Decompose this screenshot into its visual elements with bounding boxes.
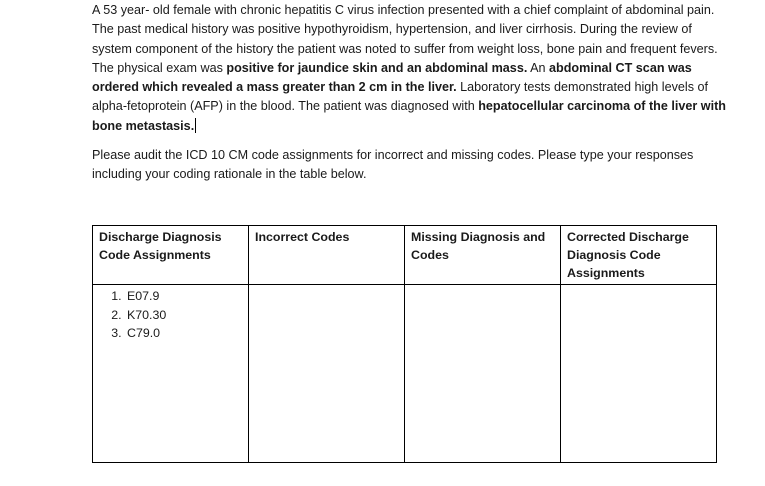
table-header-row [93, 226, 717, 285]
code-item: 3. C79.0 [125, 324, 242, 343]
case-text-bold-diagnosis: hepatocellular carcinoma of the liver with bone metastasis. [92, 99, 726, 133]
case-text-bold-exam: positive for jaundice skin and an abdominal mass. [226, 60, 528, 75]
case-text-segment: An [527, 60, 550, 75]
cell-corrected-codes[interactable] [561, 285, 717, 463]
audit-table [92, 225, 717, 463]
code-item: 2. K70.30 [125, 306, 242, 325]
case-paragraph [92, 1, 732, 136]
instructions [92, 146, 732, 185]
cell-incorrect-codes[interactable] [249, 285, 405, 463]
text-cursor [195, 118, 196, 133]
header-missing-codes: Missing Diagnosis and Codes [405, 226, 561, 285]
header-corrected-codes: Corrected Discharge Diagnosis Code Assignments [561, 226, 717, 285]
cell-discharge-codes[interactable] [93, 285, 249, 463]
code-item: 1. E07.9 [125, 287, 242, 306]
code-list [99, 287, 242, 343]
instructions-text: Please audit the ICD 10 CM code assignments for incorrect and missing codes. Please type your responses including your coding rationale in the table below. [92, 148, 694, 182]
case-text-segment: Laboratory tests demonstrated high levels of alpha-fetoprotein (AFP) in the blood. The patient was diagnosed with [92, 80, 708, 114]
header-incorrect-codes: Incorrect Codes [249, 226, 405, 285]
case-text-segment: A 53 year- old female with chronic hepatitis C virus infection presented with a chief complaint of abdominal pain. The past medical history was positive hypothyroidism, hypertension, and liver cirrhosis. During the review of system component of the history the patient was noted to suffer from weight loss, bone pain and frequent fevers. The physical exam was [92, 3, 718, 75]
case-text-bold-ct: abdominal CT scan was ordered which revealed a mass greater than 2 cm in the liver. [92, 60, 692, 95]
cell-missing-codes[interactable] [405, 285, 561, 463]
table-row [93, 285, 717, 463]
header-discharge-codes: Discharge Diagnosis Code Assignments [93, 226, 249, 285]
case-description [92, 1, 732, 136]
